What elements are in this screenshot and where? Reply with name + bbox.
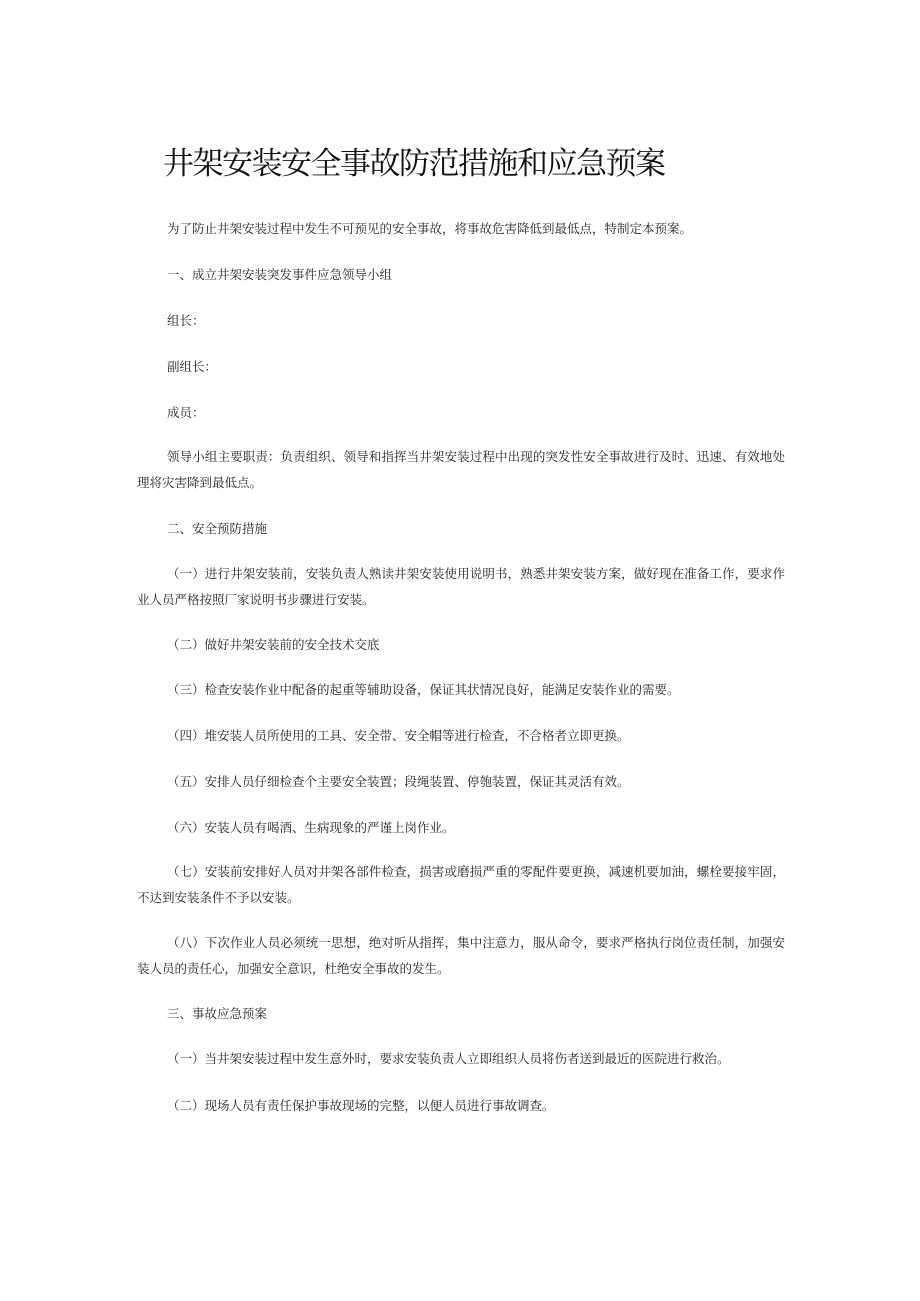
prevention-item-2: （二）做好井架安装前的安全技术交底 bbox=[167, 637, 380, 652]
members-label: 成员： bbox=[167, 405, 205, 420]
section2-heading: 二、安全预防措施 bbox=[167, 521, 268, 536]
group-leader-label: 组长： bbox=[167, 313, 205, 328]
prevention-item-3: （三）检查安装作业中配备的起重等辅助设备，保证其状情况良好，能满足安装作业的需要。 bbox=[167, 682, 680, 697]
group-duties-paragraph: 领导小组主要职责：负责组织、领导和指挥当井架安装过程中出现的突发性安全事故进行及时、迅速、有效地处理将灾害降到最低点。 bbox=[137, 449, 785, 490]
emergency-item-2: （二）现场人员有责任保护事故现场的完整，以便人员进行事故调查。 bbox=[167, 1098, 555, 1113]
intro-paragraph: 为了防止井架安装过程中发生不可预见的安全事故，将事故危害降低到最低点，特制定本预案。 bbox=[167, 221, 693, 236]
prevention-item-6: （六）安装人员有喝酒、生病现象的严谨上岗作业。 bbox=[167, 820, 455, 835]
deputy-leader-label: 副组长： bbox=[167, 359, 218, 374]
prevention-item-7: （七）安装前安排好人员对井架各部件检查，损害或磨损严重的零配件要更换，减速机要加油，螺栓要接牢固，不达到安装条件不予以安装。 bbox=[137, 864, 785, 905]
section3-heading: 三、事故应急预案 bbox=[167, 1006, 268, 1021]
section1-heading: 一、成立井架安装突发事件应急领导小组 bbox=[167, 267, 393, 282]
prevention-item-1: （一）进行井架安装前，安装负责人熟读井架安装使用说明书，熟悉井架安装方案，做好现在准备工作，要求作业人员严格按照厂家说明书步骤进行安装。 bbox=[137, 566, 785, 607]
prevention-item-4: （四）堆安装人员所使用的工具、安全带、安全帽等进行检查，不合格者立即更换。 bbox=[167, 728, 630, 743]
document-title: 井架安装安全事故防范措施和应急预案 bbox=[163, 146, 665, 182]
prevention-item-5: （五）安排人员仔细检查个主要安全装置；段绳装置、停匏装置，保证其灵活有效。 bbox=[167, 774, 630, 789]
emergency-item-1: （一）当井架安装过程中发生意外时，要求安装负责人立即组织人员将伤者送到最近的医院进行救治。 bbox=[167, 1051, 730, 1066]
prevention-item-8: （八）下次作业人员必须统一思想，绝对听从指挥，集中注意力，服从命令，要求严格执行岗位责任制，加强安装人员的责任心，加强安全意识，杜绝安全事故的发生。 bbox=[137, 935, 785, 976]
